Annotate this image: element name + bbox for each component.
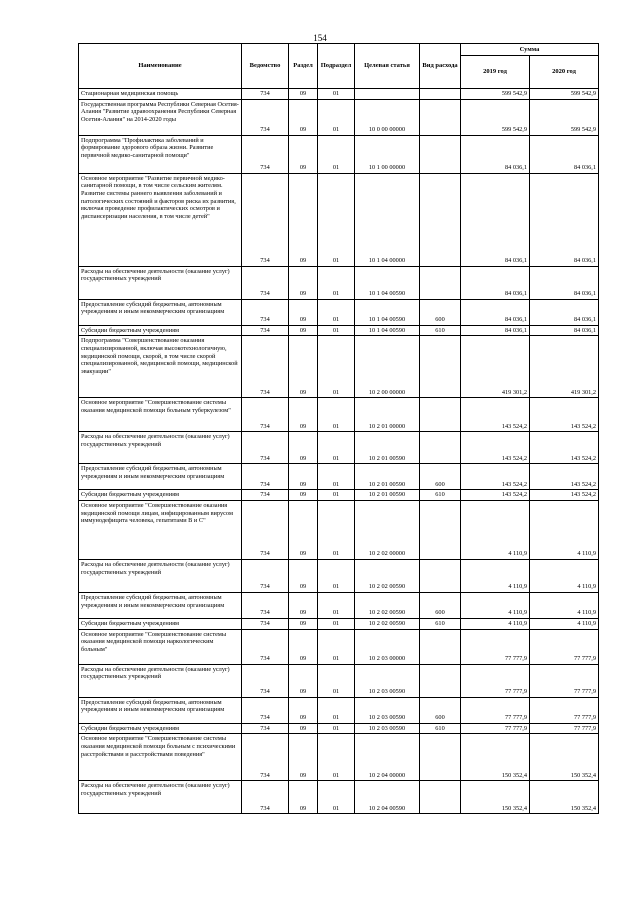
- row-subsection: 01: [318, 464, 355, 490]
- row-amount-2020: 4 110,9: [530, 593, 599, 619]
- row-subsection: 01: [318, 398, 355, 432]
- row-expense-type: [420, 432, 461, 464]
- row-article: 10 2 02 00590: [355, 560, 420, 593]
- table-header: [79, 44, 599, 89]
- budget-table: [78, 43, 599, 814]
- row-subsection: 01: [318, 173, 355, 266]
- row-expense-type: [420, 501, 461, 560]
- table-row: [79, 89, 599, 100]
- row-dept: 734: [242, 490, 289, 501]
- row-subsection: 01: [318, 723, 355, 734]
- row-amount-2019: 77 777,9: [461, 723, 530, 734]
- row-name: Субсидии бюджетным учреждениям: [79, 723, 242, 734]
- row-article: 10 2 03 00590: [355, 664, 420, 697]
- row-name: Подпрограмма "Профилактика заболеваний и формирование здорового образа жизни. Развитие первичной медико-санитарной помощи": [79, 135, 242, 173]
- header-article: Целевая статья: [355, 44, 420, 89]
- row-amount-2020: 150 352,4: [530, 734, 599, 781]
- row-amount-2020: 599 542,9: [530, 89, 599, 100]
- row-subsection: 01: [318, 99, 355, 135]
- row-name: Предоставление субсидий бюджетным, автономным учреждениям и иным некоммерческим организациям: [79, 697, 242, 723]
- row-article: 10 2 03 00590: [355, 697, 420, 723]
- row-section: 09: [289, 619, 318, 630]
- table-row: [79, 490, 599, 501]
- row-subsection: 01: [318, 266, 355, 299]
- row-expense-type: [420, 266, 461, 299]
- row-expense-type: [420, 781, 461, 814]
- row-article: 10 2 00 00000: [355, 336, 420, 398]
- row-name: Подпрограмма "Совершенствование оказания специализированной, включая высокотехнологичную, медицинской помощи, скорой, в том числе скорой специализированной, медицинской помощи, медицинской эвакуации": [79, 336, 242, 398]
- row-amount-2019: 599 542,9: [461, 99, 530, 135]
- row-dept: 734: [242, 723, 289, 734]
- row-expense-type: [420, 398, 461, 432]
- row-amount-2020: 84 036,1: [530, 173, 599, 266]
- row-expense-type: 610: [420, 723, 461, 734]
- row-subsection: 01: [318, 325, 355, 336]
- row-dept: 734: [242, 629, 289, 664]
- row-subsection: 01: [318, 629, 355, 664]
- table-row: [79, 325, 599, 336]
- row-article: 10 2 02 00590: [355, 593, 420, 619]
- row-amount-2020: 77 777,9: [530, 664, 599, 697]
- row-subsection: 01: [318, 432, 355, 464]
- row-dept: 734: [242, 398, 289, 432]
- row-dept: 734: [242, 781, 289, 814]
- table-row: [79, 266, 599, 299]
- row-dept: 734: [242, 560, 289, 593]
- row-section: 09: [289, 135, 318, 173]
- row-dept: 734: [242, 99, 289, 135]
- row-name: Расходы на обеспечение деятельности (оказание услуг) государственных учреждений: [79, 664, 242, 697]
- row-amount-2020: 4 110,9: [530, 501, 599, 560]
- row-amount-2019: 599 542,9: [461, 89, 530, 100]
- row-name: Основное мероприятие "Совершенствование системы оказания медицинской помощи наркологическим больным": [79, 629, 242, 664]
- row-expense-type: [420, 135, 461, 173]
- row-article: 10 2 01 00590: [355, 490, 420, 501]
- row-expense-type: [420, 664, 461, 697]
- page-number: 154: [313, 33, 327, 43]
- header-expense-type: Вид расхода: [420, 44, 461, 89]
- row-amount-2019: 84 036,1: [461, 173, 530, 266]
- row-expense-type: [420, 629, 461, 664]
- row-subsection: 01: [318, 336, 355, 398]
- row-subsection: 01: [318, 734, 355, 781]
- row-dept: 734: [242, 336, 289, 398]
- row-section: 09: [289, 266, 318, 299]
- row-section: 09: [289, 299, 318, 325]
- row-dept: 734: [242, 664, 289, 697]
- table-row: [79, 501, 599, 560]
- row-expense-type: 600: [420, 299, 461, 325]
- row-article: [355, 89, 420, 100]
- row-section: 09: [289, 99, 318, 135]
- row-name: Основное мероприятие "Совершенствование оказания медицинской помощи лицам, инфицированным вирусом иммунодефицита человека, гепатитами В и С": [79, 501, 242, 560]
- row-name: Субсидии бюджетным учреждениям: [79, 490, 242, 501]
- row-section: 09: [289, 560, 318, 593]
- row-section: 09: [289, 629, 318, 664]
- table-row: [79, 629, 599, 664]
- row-amount-2019: 143 524,2: [461, 490, 530, 501]
- row-amount-2020: 143 524,2: [530, 432, 599, 464]
- header-section: Раздел: [289, 44, 318, 89]
- row-expense-type: [420, 173, 461, 266]
- header-year-2020: 2020 год: [530, 56, 599, 89]
- header-dept: Ведомство: [242, 44, 289, 89]
- row-article: 10 1 04 00590: [355, 325, 420, 336]
- table-row: [79, 99, 599, 135]
- table-row: [79, 398, 599, 432]
- row-expense-type: 600: [420, 593, 461, 619]
- row-amount-2020: 77 777,9: [530, 723, 599, 734]
- row-amount-2019: 84 036,1: [461, 135, 530, 173]
- row-subsection: 01: [318, 501, 355, 560]
- row-expense-type: 600: [420, 464, 461, 490]
- header-name: Наименование: [79, 44, 242, 89]
- row-amount-2020: 77 777,9: [530, 629, 599, 664]
- row-subsection: 01: [318, 664, 355, 697]
- row-article: 10 2 03 00000: [355, 629, 420, 664]
- row-amount-2019: 4 110,9: [461, 619, 530, 630]
- row-amount-2019: 419 301,2: [461, 336, 530, 398]
- row-amount-2020: 419 301,2: [530, 336, 599, 398]
- row-amount-2019: 77 777,9: [461, 629, 530, 664]
- table-row: [79, 173, 599, 266]
- row-article: 10 1 04 00000: [355, 173, 420, 266]
- row-amount-2020: 4 110,9: [530, 560, 599, 593]
- row-amount-2019: 77 777,9: [461, 697, 530, 723]
- row-amount-2020: 599 542,9: [530, 99, 599, 135]
- row-article: 10 2 04 00590: [355, 781, 420, 814]
- row-section: 09: [289, 336, 318, 398]
- row-article: 10 2 01 00000: [355, 398, 420, 432]
- row-expense-type: [420, 734, 461, 781]
- row-amount-2020: 84 036,1: [530, 325, 599, 336]
- header-sum: Сумма: [461, 44, 599, 56]
- header-year-2019: 2019 год: [461, 56, 530, 89]
- row-dept: 734: [242, 734, 289, 781]
- row-dept: 734: [242, 697, 289, 723]
- row-amount-2019: 143 524,2: [461, 464, 530, 490]
- row-article: 10 2 01 00590: [355, 432, 420, 464]
- row-name: Основное мероприятие "Совершенствование системы оказания медицинской помощи больным туберкулезом": [79, 398, 242, 432]
- row-section: 09: [289, 734, 318, 781]
- row-subsection: 01: [318, 490, 355, 501]
- row-amount-2019: 150 352,4: [461, 734, 530, 781]
- row-subsection: 01: [318, 89, 355, 100]
- row-name: Стационарная медицинская помощь: [79, 89, 242, 100]
- row-subsection: 01: [318, 560, 355, 593]
- header-subsection: Подраздел: [318, 44, 355, 89]
- row-article: 10 2 02 00000: [355, 501, 420, 560]
- row-name: Государственная программа Республики Северная Осетия-Алания "Развитие здравоохранения Республики Северная Осетия-Алания" на 2014-2020 годы: [79, 99, 242, 135]
- row-section: 09: [289, 664, 318, 697]
- row-article: 10 2 01 00590: [355, 464, 420, 490]
- table-row: [79, 619, 599, 630]
- row-expense-type: [420, 89, 461, 100]
- row-article: 10 2 03 00590: [355, 723, 420, 734]
- row-amount-2020: 84 036,1: [530, 135, 599, 173]
- row-amount-2020: 84 036,1: [530, 299, 599, 325]
- row-amount-2020: 143 524,2: [530, 398, 599, 432]
- row-dept: 734: [242, 299, 289, 325]
- table-row: [79, 664, 599, 697]
- row-amount-2020: 4 110,9: [530, 619, 599, 630]
- row-article: 10 1 04 00590: [355, 299, 420, 325]
- row-dept: 734: [242, 619, 289, 630]
- row-dept: 734: [242, 325, 289, 336]
- row-section: 09: [289, 325, 318, 336]
- row-name: Расходы на обеспечение деятельности (оказание услуг) государственных учреждений: [79, 560, 242, 593]
- row-dept: 734: [242, 135, 289, 173]
- row-section: 09: [289, 490, 318, 501]
- row-expense-type: 600: [420, 697, 461, 723]
- table-body: [79, 89, 599, 814]
- row-name: Предоставление субсидий бюджетным, автономным учреждениям и иным некоммерческим организациям: [79, 464, 242, 490]
- row-section: 09: [289, 464, 318, 490]
- row-section: 09: [289, 723, 318, 734]
- row-amount-2019: 84 036,1: [461, 299, 530, 325]
- row-section: 09: [289, 593, 318, 619]
- table-row: [79, 593, 599, 619]
- row-section: 09: [289, 697, 318, 723]
- table-row: [79, 734, 599, 781]
- row-name: Расходы на обеспечение деятельности (оказание услуг) государственных учреждений: [79, 781, 242, 814]
- row-amount-2019: 4 110,9: [461, 593, 530, 619]
- row-section: 09: [289, 781, 318, 814]
- table-row: [79, 723, 599, 734]
- row-subsection: 01: [318, 593, 355, 619]
- row-expense-type: [420, 99, 461, 135]
- row-expense-type: [420, 336, 461, 398]
- row-amount-2019: 84 036,1: [461, 266, 530, 299]
- row-amount-2019: 4 110,9: [461, 560, 530, 593]
- table-row: [79, 299, 599, 325]
- row-article: 10 0 00 00000: [355, 99, 420, 135]
- row-section: 09: [289, 89, 318, 100]
- row-section: 09: [289, 173, 318, 266]
- row-amount-2020: 150 352,4: [530, 781, 599, 814]
- row-dept: 734: [242, 266, 289, 299]
- row-dept: 734: [242, 432, 289, 464]
- row-amount-2019: 84 036,1: [461, 325, 530, 336]
- row-name: Субсидии бюджетным учреждениям: [79, 619, 242, 630]
- row-article: 10 2 04 00000: [355, 734, 420, 781]
- row-dept: 734: [242, 593, 289, 619]
- row-name: Предоставление субсидий бюджетным, автономным учреждениям и иным некоммерческим организациям: [79, 593, 242, 619]
- row-dept: 734: [242, 89, 289, 100]
- row-subsection: 01: [318, 299, 355, 325]
- table-row: [79, 781, 599, 814]
- row-amount-2019: 77 777,9: [461, 664, 530, 697]
- row-amount-2019: 143 524,2: [461, 398, 530, 432]
- row-dept: 734: [242, 464, 289, 490]
- row-section: 09: [289, 398, 318, 432]
- row-amount-2019: 150 352,4: [461, 781, 530, 814]
- row-amount-2020: 77 777,9: [530, 697, 599, 723]
- row-name: Основное мероприятие "Развитие первичной медико-санитарной помощи, в том числе сельским жителям. Развитие системы раннего выявления заболеваний и патологических состояний и факторов риска их развития, включая проведение профилактических осмотров и диспансеризации населения, в том числе детей": [79, 173, 242, 266]
- row-name: Расходы на обеспечение деятельности (оказание услуг) государственных учреждений: [79, 266, 242, 299]
- row-name: Расходы на обеспечение деятельности (оказание услуг) государственных учреждений: [79, 432, 242, 464]
- row-amount-2020: 143 524,2: [530, 464, 599, 490]
- row-name: Субсидии бюджетным учреждениям: [79, 325, 242, 336]
- row-article: 10 1 04 00590: [355, 266, 420, 299]
- row-section: 09: [289, 432, 318, 464]
- table-row: [79, 336, 599, 398]
- row-section: 09: [289, 501, 318, 560]
- row-amount-2020: 143 524,2: [530, 490, 599, 501]
- row-amount-2019: 143 524,2: [461, 432, 530, 464]
- row-amount-2019: 4 110,9: [461, 501, 530, 560]
- row-dept: 734: [242, 501, 289, 560]
- table-row: [79, 697, 599, 723]
- row-expense-type: [420, 560, 461, 593]
- row-subsection: 01: [318, 135, 355, 173]
- row-amount-2020: 84 036,1: [530, 266, 599, 299]
- row-name: Предоставление субсидий бюджетным, автономным учреждениям и иным некоммерческим организациям: [79, 299, 242, 325]
- row-expense-type: 610: [420, 490, 461, 501]
- row-subsection: 01: [318, 697, 355, 723]
- table-row: [79, 560, 599, 593]
- row-name: Основное мероприятие "Совершенствование системы оказания медицинской помощи больным с психическими расстройствами и расстройствами поведения": [79, 734, 242, 781]
- row-dept: 734: [242, 173, 289, 266]
- row-article: 10 1 00 00000: [355, 135, 420, 173]
- row-article: 10 2 02 00590: [355, 619, 420, 630]
- table-row: [79, 464, 599, 490]
- row-subsection: 01: [318, 619, 355, 630]
- row-expense-type: 610: [420, 325, 461, 336]
- table-row: [79, 432, 599, 464]
- row-subsection: 01: [318, 781, 355, 814]
- row-expense-type: 610: [420, 619, 461, 630]
- table-row: [79, 135, 599, 173]
